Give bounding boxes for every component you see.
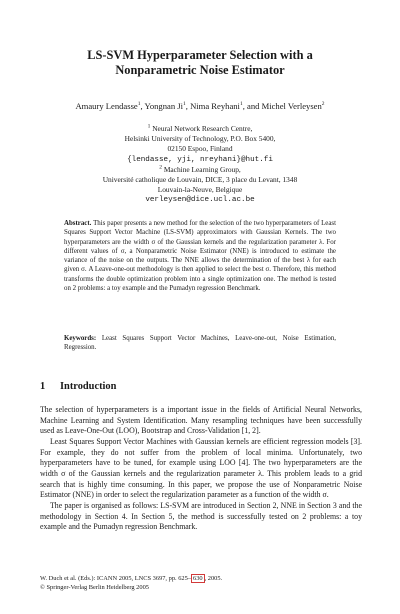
author-separator: , and xyxy=(242,101,262,111)
introduction-body xyxy=(40,405,362,533)
author-affiliation-mark: 2 xyxy=(321,101,325,108)
section-title: Introduction xyxy=(60,381,117,392)
section-number: 1 xyxy=(40,381,46,392)
keywords xyxy=(64,334,336,353)
author-affiliation-mark: 1 xyxy=(183,101,186,108)
footer-line-1 xyxy=(40,574,222,584)
author-affiliation-mark: 1 xyxy=(239,101,243,108)
page-range-link[interactable]: 630 xyxy=(193,575,203,582)
paragraph: The paper is organised as follows: LS-SVM are introduced in Section 2, NNE in Section 3 and the methodology in Section 4. In Section 5, the method is successfully tested on 2 problems: a toy example and the Pumadyn regression Benchmark. xyxy=(40,500,362,532)
author-separator: , xyxy=(140,101,145,111)
author-list xyxy=(40,101,360,111)
author-name: Yongnan Ji xyxy=(144,101,184,111)
abstract-label: Abstract. xyxy=(64,220,92,227)
affiliation-mark: 2 xyxy=(159,164,162,171)
affiliation-1-line-2: Helsinki University of Technology, P.O. Box 5400, xyxy=(124,134,276,144)
footer-citation-prefix: W. Duch et al. (Eds.): ICANN 2005, LNCS 3697, pp. 625– xyxy=(40,575,191,582)
author-name: Amaury Lendasse xyxy=(75,101,138,111)
author-name: Nima Reyhani xyxy=(190,101,240,111)
abstract-text: This paper presents a new method for the selection of the two hyperparameters of Least Squares Support Vector Machine (LS-SVM) approximators with Gaussian Kernels. The two hyperparameters are the width σ of the Gaussian kernels and the regularization parameter λ. For different values of σ, a Nonparametric Noise Estimator (NNE) is introduced to estimate the variance of the noise on the outputs. The NNE allows the determination of the best λ for each given σ. A Leave-one-out methodology is then applied to select the best σ. Therefore, this method transforms the double optimization problem into a single optimization one. The method is tested on 2 problems: a toy example and the Pumadyn regression Benchmark. xyxy=(64,220,336,293)
affiliation-1-line-1 xyxy=(30,124,370,134)
affiliation-1-email: {lendasse, yji, nreyhani}@hut.fi xyxy=(127,155,273,164)
affiliation-text: Machine Learning Group, xyxy=(163,164,241,174)
abstract xyxy=(64,219,336,293)
title-line-2: Nonparametric Noise Estimator xyxy=(115,63,285,77)
footer-citation-suffix: , 2005. xyxy=(204,575,223,582)
affiliations xyxy=(30,124,370,206)
paragraph: Least Squares Support Vector Machines with Gaussian kernels are efficient regression models [3]. For example, they do not suffer from the problem of local minima. Unfortunately, two hyperparameters have to be tuned, for example using LOO [4]. The two hyperparameters are the width σ of the Gaussian kernels and the regularization parameter λ. This problem leads to a grid search that is highly time consuming. In this paper, we propose the use of Nonparametric Noise Estimator (NNE) in order to select the regularization parameter as a function of the width σ. xyxy=(40,436,362,500)
affiliation-2-line-2: Université catholique de Louvain, DICE, 3 place du Levant, 1348 xyxy=(102,175,298,185)
footer-copyright: © Springer-Verlag Berlin Heidelberg 2005 xyxy=(40,583,149,591)
paragraph: The selection of hyperparameters is a important issue in the fields of Artificial Neural Networks, Machine Learning and System Identification. Many resampling techniques have been successfully used as Leave-One-Out (LOO), Bootstrap and Cross-Validation [1, 2]. xyxy=(40,405,362,436)
author-affiliation-mark: 1 xyxy=(137,101,141,108)
paper-title xyxy=(40,48,360,78)
section-heading xyxy=(40,381,116,392)
title-line-1: LS-SVM Hyperparameter Selection with a xyxy=(87,48,313,62)
affiliation-1-line-3: 02150 Espoo, Finland xyxy=(167,144,233,154)
keywords-label: Keywords: xyxy=(64,335,97,342)
author-name: Michel Verleysen xyxy=(261,101,322,111)
affiliation-text: Neural Network Research Centre, xyxy=(152,124,253,133)
footer-citation xyxy=(40,574,222,592)
affiliation-2-line-3: Louvain-la-Neuve, Belgique xyxy=(157,185,243,195)
affiliation-mark: 1 xyxy=(147,123,151,130)
author-separator: , xyxy=(185,101,191,111)
affiliation-2-line-1 xyxy=(30,165,370,175)
affiliation-2-email: verleysen@dice.ucl.ac.be xyxy=(145,196,255,205)
keywords-text: Least Squares Support Vector Machines, Leave-one-out, Noise Estimation, Regression. xyxy=(64,335,336,352)
